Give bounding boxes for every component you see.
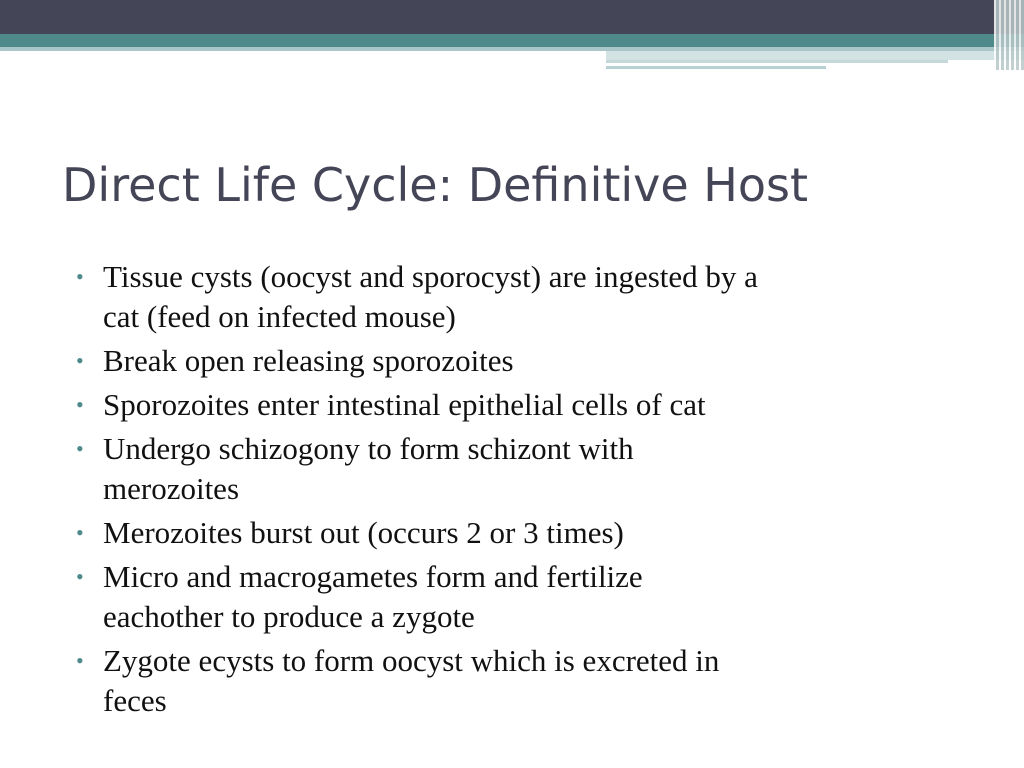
bullet-item bbox=[76, 429, 976, 509]
header-band-dark bbox=[0, 0, 1024, 34]
bullet-text: Undergo schizogony to form schizont with bbox=[103, 431, 634, 466]
header-stripes bbox=[994, 0, 1024, 70]
bullet-item bbox=[76, 341, 976, 381]
bullet-icon: • bbox=[76, 564, 84, 589]
header-band-step bbox=[606, 51, 1024, 60]
bullet-icon: • bbox=[76, 520, 84, 545]
bullet-text: Micro and macrogametes form and fertilize bbox=[103, 559, 643, 594]
bullet-icon: • bbox=[76, 648, 84, 673]
slide-title: Direct Life Cycle: Definitive Host bbox=[62, 158, 809, 212]
header-accent-line-short bbox=[606, 66, 826, 69]
bullet-text-continued: eachother to produce a zygote bbox=[103, 599, 475, 634]
bullet-item bbox=[76, 513, 976, 553]
header-accent-line bbox=[606, 60, 948, 63]
bullet-text: Merozoites burst out (occurs 2 or 3 times) bbox=[103, 515, 624, 550]
bullet-item bbox=[76, 257, 976, 337]
bullet-icon: • bbox=[76, 348, 84, 373]
bullet-icon: • bbox=[76, 392, 84, 417]
bullet-text: Tissue cysts (oocyst and sporocyst) are ingested by a bbox=[103, 259, 758, 294]
bullet-icon: • bbox=[76, 264, 84, 289]
bullet-item bbox=[76, 385, 976, 425]
bullet-text-continued: merozoites bbox=[103, 471, 240, 506]
header-band-teal bbox=[0, 34, 1024, 47]
bullet-text: Break open releasing sporozoites bbox=[103, 343, 514, 378]
bullet-item bbox=[76, 557, 976, 637]
bullet-text: Sporozoites enter intestinal epithelial cells of cat bbox=[103, 387, 706, 422]
bullet-text: Zygote ecysts to form oocyst which is excreted in bbox=[103, 643, 720, 678]
bullet-text-continued: feces bbox=[103, 683, 167, 718]
bullet-item bbox=[76, 641, 976, 721]
bullet-text-continued: cat (feed on infected mouse) bbox=[103, 299, 456, 334]
bullet-list bbox=[76, 257, 976, 725]
bullet-icon: • bbox=[76, 436, 84, 461]
